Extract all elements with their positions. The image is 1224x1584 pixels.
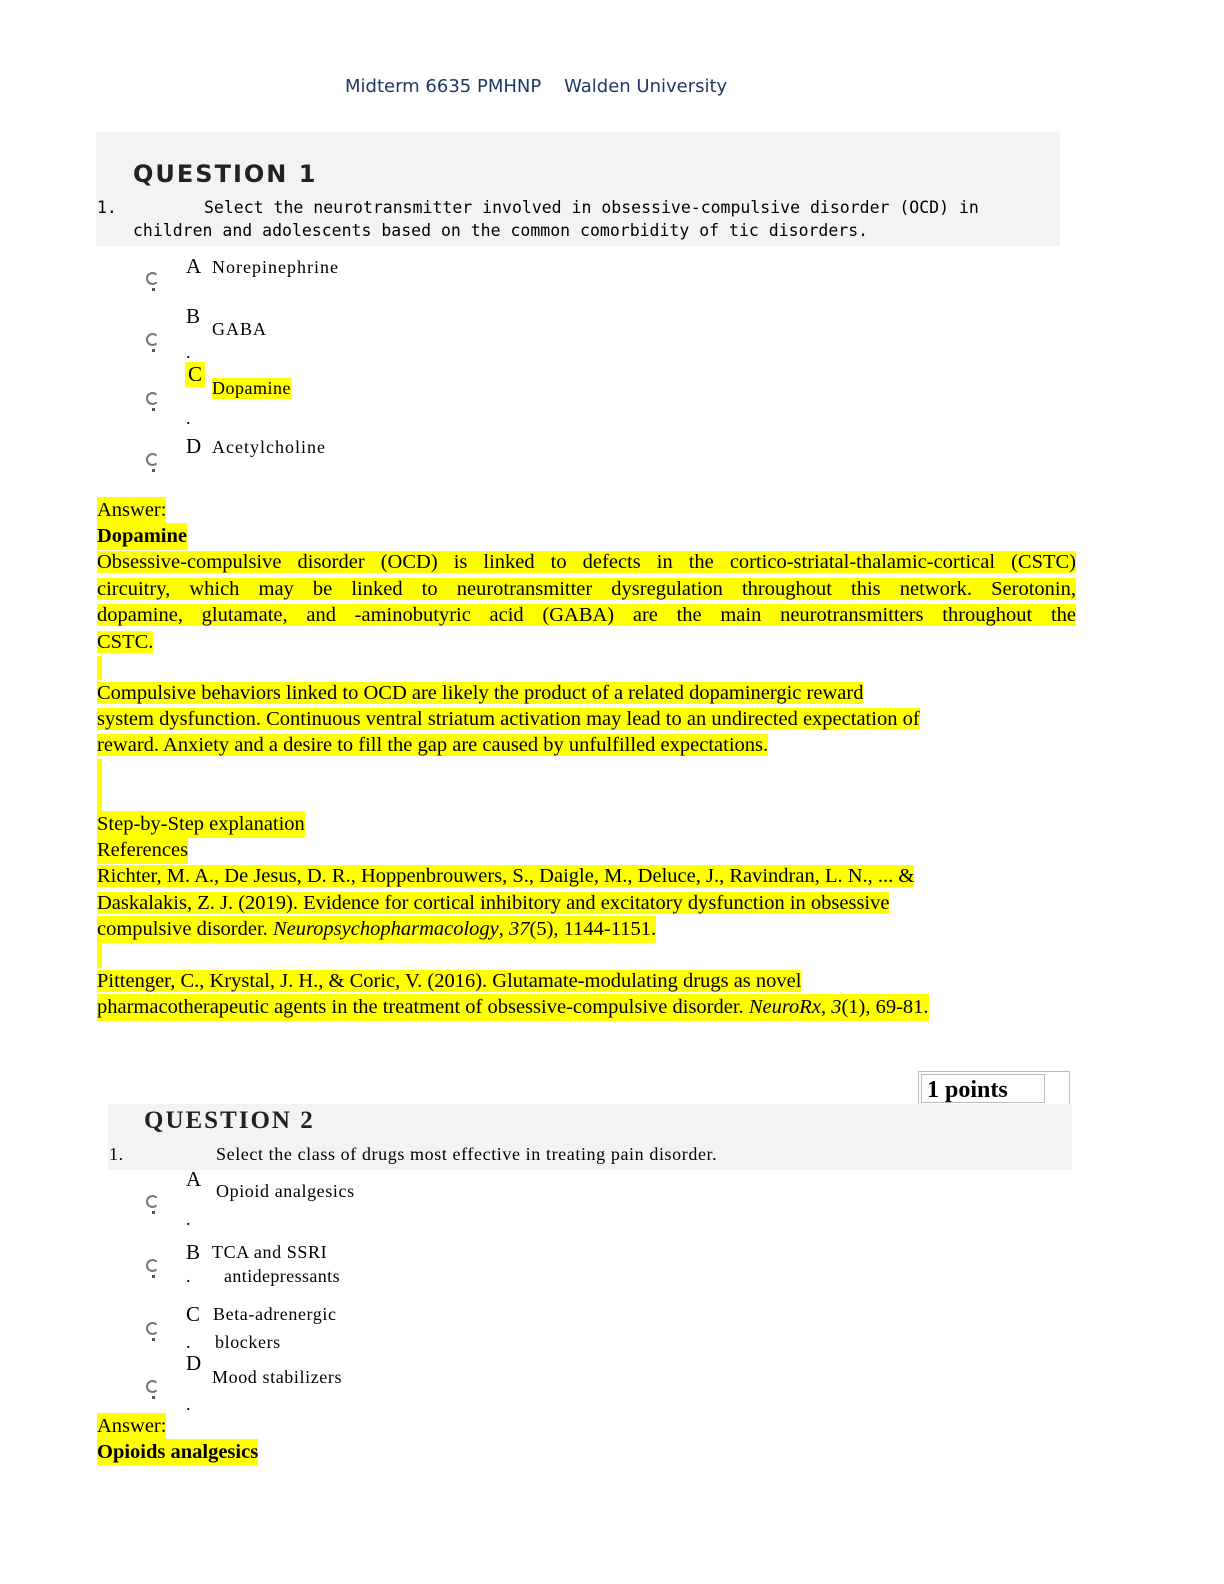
document-header	[345, 76, 727, 97]
highlight-spacer	[97, 656, 102, 680]
option-b-text: GABA	[212, 319, 268, 339]
step-by-step-label: Step-by-Step explanation	[97, 811, 305, 838]
points-inner	[921, 1074, 1045, 1103]
course-title: Midterm 6635 PMHNP	[345, 76, 542, 97]
option-a-radio[interactable]	[146, 272, 159, 285]
question-2-text: Select the class of drugs most effective in treating pain disorder.	[216, 1144, 718, 1164]
q2-option-a-letter: A	[186, 1167, 202, 1191]
option-c-letter: C	[185, 362, 205, 387]
option-a-letter: A	[186, 254, 202, 278]
reference-2-journal: NeuroRx	[748, 996, 821, 1018]
explanation-line: reward. Anxiety and a desire to fill the gap are caused by unfulfilled expectations.	[97, 734, 769, 756]
references-label: References	[97, 837, 188, 864]
option-d-letter: D	[186, 434, 202, 458]
answer-value: Dopamine	[97, 523, 187, 550]
explanation-line: Compulsive behaviors linked to OCD are likely the product of a related dopaminergic reward	[97, 682, 864, 704]
q2-option-c-text-line2: blockers	[215, 1332, 281, 1352]
reference-1-line3: compulsive disorder. Neuropsychopharmacology, 37(5), 1144-1151.	[97, 916, 656, 943]
q2-option-a-radio[interactable]	[146, 1195, 159, 1208]
option-b-letter: B	[186, 304, 201, 328]
question-1-title: QUESTION 1	[133, 160, 318, 188]
q2-option-d-radio[interactable]	[146, 1380, 159, 1393]
option-c-dot: .	[186, 408, 191, 428]
explanation-line: dopamine, glutamate, and -aminobutyric acid (GABA) are the main neurotransmitters throughout the	[97, 604, 1076, 626]
option-b-radio[interactable]	[146, 333, 159, 346]
q2-option-c-text-line1: Beta-adrenergic	[213, 1304, 337, 1324]
option-b-dot: .	[186, 342, 191, 362]
explanation-line: circuitry, which may be linked to neurotransmitter dysregulation throughout this network. Serotonin,	[97, 578, 1076, 600]
reference-1-volume: 37	[509, 918, 530, 940]
q2-answer-value: Opioids analgesics	[97, 1439, 258, 1466]
highlight-spacer	[97, 942, 102, 968]
explanation-line: system dysfunction. Continuous ventral striatum activation may lead to an undirected expectation of	[97, 708, 920, 730]
q2-option-c-dot: .	[186, 1332, 191, 1352]
q2-option-b-text-line1: TCA and SSRI	[212, 1242, 328, 1262]
reference-2-line2: pharmacotherapeutic agents in the treatment of obsessive-compulsive disorder. NeuroRx, 3(1), 69-81.	[97, 994, 929, 1021]
reference-2-volume: 3	[831, 996, 842, 1018]
school-name: Walden University	[564, 76, 728, 97]
reference-2-line1: Pittenger, C., Krystal, J. H., & Coric, V. (2016). Glutamate-modulating drugs as novel	[97, 970, 802, 992]
q2-option-c-radio[interactable]	[146, 1322, 159, 1335]
reference-1-journal: Neuropsychopharmacology	[272, 918, 499, 940]
explanation-line: Obsessive-compulsive disorder (OCD) is linked to defects in the cortico-striatal-thalamic-cortical (CSTC)	[97, 551, 1076, 573]
q2-option-b-letter: B	[186, 1240, 201, 1264]
option-a-text: Norepinephrine	[212, 257, 339, 277]
q2-answer-label: Answer:	[97, 1413, 166, 1440]
option-c-text: Dopamine	[212, 378, 291, 398]
q2-option-b-radio[interactable]	[146, 1259, 159, 1272]
q2-option-a-dot: .	[186, 1209, 191, 1229]
q2-option-d-text: Mood stabilizers	[212, 1367, 343, 1387]
q2-option-b-dot: .	[186, 1266, 191, 1286]
option-d-radio[interactable]	[146, 453, 159, 466]
question-2-number: 1.	[109, 1144, 124, 1164]
points-box	[918, 1071, 1070, 1107]
q2-option-a-text: Opioid analgesics	[216, 1181, 355, 1201]
highlight-spacer	[97, 759, 102, 811]
reference-1-line2: Daskalakis, Z. J. (2019). Evidence for cortical inhibitory and excitatory dysfunction in obsessive	[97, 892, 890, 914]
question-2-title: QUESTION 2	[144, 1107, 315, 1134]
reference-1-line1: Richter, M. A., De Jesus, D. R., Hoppenbrouwers, S., Daigle, M., Deluce, J., Ravindran, L. N., ... &	[97, 865, 915, 887]
option-c-radio[interactable]	[146, 392, 159, 405]
question-1-text-line1: Select the neurotransmitter involved in obsessive-compulsive disorder (OCD) in	[204, 198, 979, 217]
question-1-text-line2: children and adolescents based on the common comorbidity of tic disorders.	[133, 221, 869, 240]
q2-option-d-letter: D	[186, 1351, 202, 1375]
q2-option-c-letter: C	[186, 1302, 201, 1326]
answer-label: Answer:	[97, 497, 166, 524]
q2-option-d-dot: .	[186, 1394, 191, 1414]
q2-option-b-text-line2: antidepressants	[224, 1266, 340, 1286]
points-label: 1 points	[927, 1077, 1008, 1103]
question-1-number: 1.	[97, 198, 117, 217]
option-d-text: Acetylcholine	[212, 437, 326, 457]
explanation-line: CSTC.	[97, 631, 154, 653]
